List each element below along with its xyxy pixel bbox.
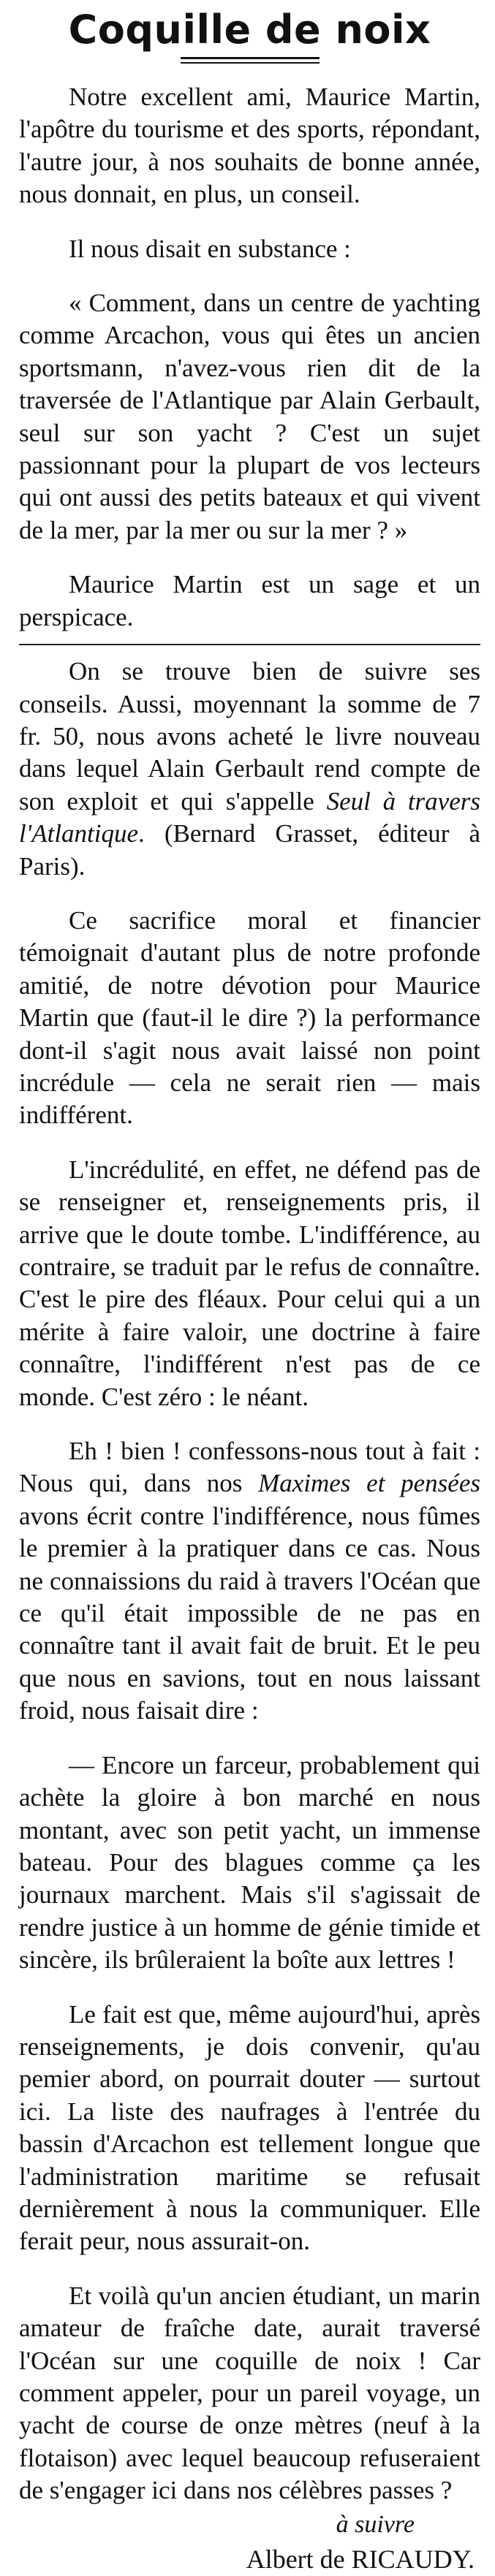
paragraph-text: Ce sacrifice moral et financier témoignait d'autant plus de notre profonde amitié, de notre dévotion pour Maurice Martin que (faut-il le dire ?) la performance dont-il s'agit nous avait laissé non point incrédule — cela ne serait rien — mais indifférent. (19, 905, 480, 1130)
paragraph (19, 81, 480, 211)
paragraph-text: Eh ! bien ! confessons-nous tout à fait : Nous qui, dans nos (19, 1437, 480, 1498)
ornament-line-top (181, 57, 320, 59)
paragraph (19, 1749, 480, 1977)
paragraph-text: avons écrit contre l'indifférence, nous fûmes le premier à la pratiquer dans ce cas. Nous ne connaissions du raid à travers l'Océan que ce qu'il était impossible de ne pas en connaître tant il avait fait de bruit. Et le peu que nous en savions, tout en nous laissant froid, nous faisait dire : (19, 1501, 480, 1725)
paragraph-text: Et voilà qu'un ancien étudiant, un marin amateur de fraîche date, aurait traversé l'Océan sur une coquille de noix ! Car comment appeler, pour un pareil voyage, un yacht de course de onze mètres (neuf à la flotaison) avec lequel beaucoup refuseraient de s'engager ici dans nos célèbres passes ? (19, 2281, 480, 2505)
paragraph (19, 233, 480, 265)
paragraph (19, 905, 480, 1132)
paragraph-text: Le fait est que, même aujourd'hui, après renseignements, je dois convenir, qu'au pemier abord, on pourrait douter — surtout ici. La liste des naufrages à l'entrée du bassin d'Arcachon est tellement longue que l'administration maritime se refusait dernièrement à nous la communiquer. Elle ferait peur, nous assurait-on. (19, 1999, 480, 2256)
book-title: Seul à travers l'Atlantique (19, 786, 480, 848)
paragraph-text: « Comment, dans un centre de yachting comme Arcachon, vous qui êtes un ancien sportsmann, n'avez-vous rien dit de la traversée de l'Atlantique par Alain Gerbault, seul sur son yacht ? C'est un sujet passionnant pour la plupart de vos lecteurs qui ont aussi des petits bateaux et qui vivent de la mer, par la mer ou sur la mer ? » (19, 289, 480, 544)
article-title: Coquille de noix (68, 7, 431, 53)
paragraph-text: Notre excellent ami, Maurice Martin, l'apôtre du tourisme et des sports, répondant, l'autre jour, à nos souhaits de bonne année, nous donnait, en plus, un conseil. (19, 83, 480, 209)
paragraph-text: On se trouve bien de suivre ses conseils. Aussi, moyennant la somme de 7 fr. 50, nous avons acheté le livre nouveau dans lequel Alain Gerbault rend compte de son exploit et qui s'appelle (19, 657, 480, 816)
title-ornament-rule (181, 57, 320, 64)
paragraph (19, 1435, 480, 1728)
book-title: Maximes et pensées (258, 1469, 480, 1498)
ornament-line-bottom (181, 62, 320, 64)
paragraph (19, 287, 480, 547)
paragraph (19, 569, 480, 634)
paragraph (19, 1154, 480, 1413)
paragraph-text: . (Bernard Grasset, éditeur à Paris). (19, 819, 480, 881)
paragraph (19, 1999, 480, 2258)
to-be-continued: à suivre (336, 2510, 415, 2538)
section-divider (19, 644, 480, 645)
paragraph-text: Il nous disait en substance : (69, 234, 351, 263)
article-body (19, 81, 480, 2507)
paragraph (19, 656, 480, 883)
paragraph (19, 2280, 480, 2507)
paragraph-text: Maurice Martin est un sage et un perspicace. (19, 570, 480, 631)
paragraph-text: L'incrédulité, en effet, ne défend pas de se renseigner et, renseignements pris, il arrive que le doute tombe. L'indifférence, au contraire, se traduit par le refus de connaître. C'est le pire des fléaux. Pour celui qui a un mérite à faire valoir, une doctrine à faire connaître, l'indifférent n'est pas de ce monde. C'est zéro : le néant. (19, 1155, 480, 1411)
author-signature: Albert de RICAUDY. (246, 2544, 475, 2574)
paragraph-text: — Encore un farceur, probablement qui achète la gloire à bon marché en nous montant, avec son petit yacht, un immense bateau. Pour des blagues comme ça les journaux marchent. Mais s'il s'agissait de rendre justice à un homme de génie timide et sincère, ils brûleraient la boîte aux lettres ! (19, 1750, 480, 1975)
